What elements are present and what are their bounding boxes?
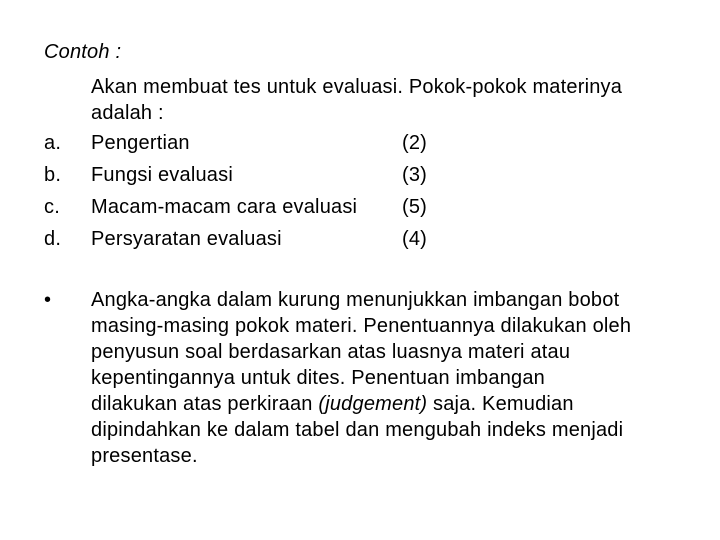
list-item-label: Pengertian: [91, 132, 190, 154]
list-item-fungsi-evaluasi: [0, 162, 720, 188]
list-item-label: Fungsi evaluasi: [91, 164, 233, 186]
list-item-label: Persyaratan evaluasi: [91, 228, 282, 250]
list-marker: b.: [44, 164, 62, 186]
note-line-1: Angka-angka dalam kurung menunjukkan imbangan bobot: [91, 289, 620, 311]
bullet-icon: •: [44, 289, 52, 311]
list-item-macam-cara-evaluasi: [0, 194, 720, 220]
intro-line-1: Akan membuat tes untuk evaluasi. Pokok-pokok materinya: [91, 76, 623, 98]
list-item-pengertian: [0, 130, 720, 156]
example-heading: Contoh :: [44, 41, 122, 63]
note-line-2: masing-masing pokok materi. Penentuannya dilakukan oleh: [91, 315, 632, 337]
list-item-label: Macam-macam cara evaluasi: [91, 196, 358, 218]
note-line-4: kepentingannya untuk dites. Penentuan imbangan: [91, 367, 545, 389]
list-item-persyaratan-evaluasi: [0, 226, 720, 252]
note-line-5: [91, 391, 701, 417]
intro-paragraph: [91, 74, 691, 126]
list-marker: d.: [44, 228, 62, 250]
note-line-5-end: saja. Kemudian: [427, 393, 574, 415]
note-italic-term: (judgement): [318, 393, 428, 415]
note-line-3: penyusun soal berdasarkan atas luasnya materi atau: [91, 341, 571, 363]
list-item-weight: (4): [402, 228, 428, 250]
note-paragraph: [91, 287, 701, 469]
intro-line-2: adalah :: [91, 102, 164, 124]
note-line-5-start: dilakukan atas perkiraan: [91, 393, 319, 415]
note-line-6: dipindahkan ke dalam tabel dan mengubah indeks menjadi: [91, 419, 624, 441]
list-item-weight: (3): [402, 164, 428, 186]
list-marker: a.: [44, 132, 62, 154]
list-item-weight: (2): [402, 132, 428, 154]
note-line-7: presentase.: [91, 445, 198, 467]
list-item-weight: (5): [402, 196, 428, 218]
list-marker: c.: [44, 196, 60, 218]
